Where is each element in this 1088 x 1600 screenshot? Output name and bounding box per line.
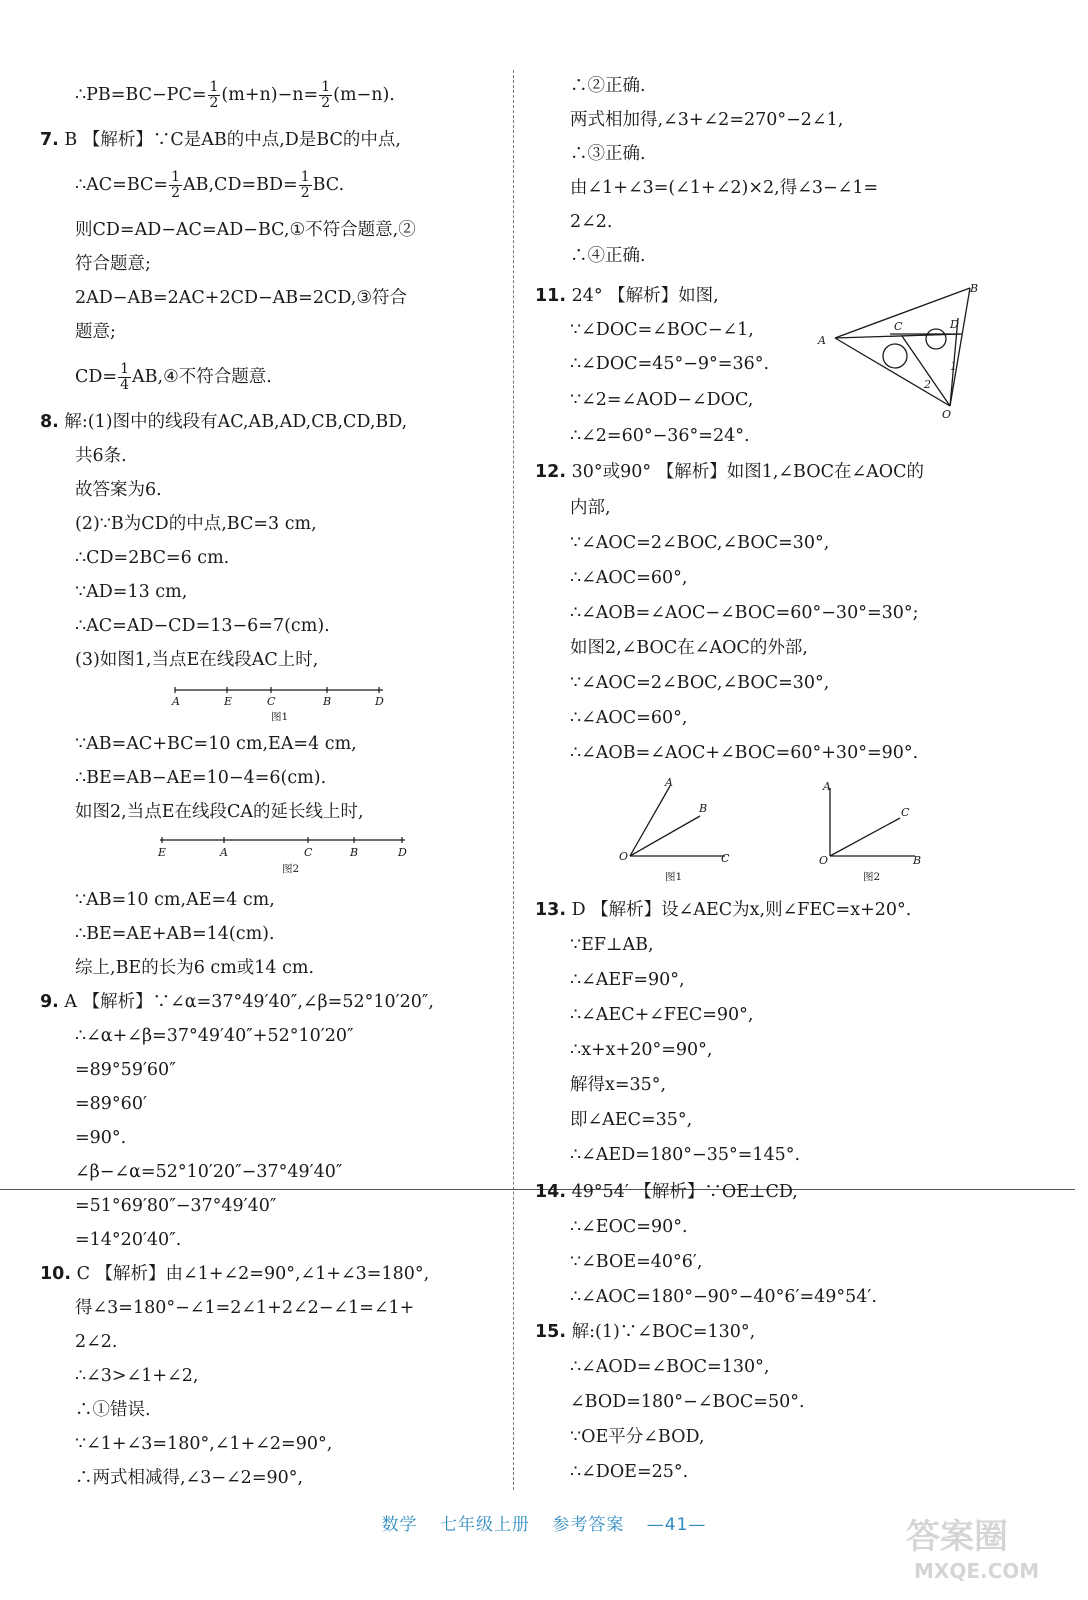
answer-line: ∵∠DOC=∠BOC−∠1, (570, 320, 754, 340)
answer-line: (3)如图1,当点E在线段AC上时, (75, 650, 319, 670)
point-label: C (894, 320, 903, 333)
answer-line: ∴∠3>∠1+∠2, (75, 1366, 199, 1386)
point-label: O (619, 850, 629, 863)
answer-line: 两式相加得,∠3+∠2=270°−2∠1, (570, 110, 844, 130)
answer-line: =89°59′60″ (75, 1060, 176, 1080)
answer-line: 如图2,当点E在线段CA的延长线上时, (75, 802, 364, 822)
figure-caption: 图2 (282, 863, 300, 875)
question-12: 12. 30°或90° 【解析】如图1,∠BOC在∠AOC的 (535, 462, 925, 482)
answer-line: ∴BE=AB−AE=10−4=6(cm). (75, 768, 327, 788)
point-label: B (350, 846, 359, 859)
answer-line: ∴∠AOD=∠BOC=130°, (570, 1357, 770, 1377)
point-label: E (224, 695, 233, 708)
figure-1-segment (165, 682, 395, 728)
column-divider (513, 70, 514, 1490)
figure-caption: 图2 (863, 871, 881, 883)
answer-line: ∵AD=13 cm, (75, 582, 188, 602)
answer-line: ∴∠DOC=45°−9°=36°. (570, 354, 770, 374)
answer-line: 解得x=35°, (570, 1075, 667, 1095)
answer-line: ∵∠BOE=40°6′, (570, 1252, 703, 1272)
figure-caption: 图1 (271, 711, 289, 723)
answer-line: 2AD−AB=2AC+2CD−AB=2CD,③符合 (75, 288, 408, 308)
point-label: B (970, 282, 979, 295)
answer-line: ∴∠AOC=60°, (570, 568, 688, 588)
answer-line: ∴∠AOB=∠AOC−∠BOC=60°−30°=30°; (570, 603, 919, 623)
answer-line: ∠β−∠α=52°10′20″−37°49′40″ (75, 1162, 343, 1182)
footer-subject: 数学 (381, 1515, 418, 1535)
question-7: 7. B 【解析】∵C是AB的中点,D是BC的中点, (40, 130, 401, 150)
angle-label: 2 (924, 378, 931, 391)
q12-figure-1 (615, 776, 745, 890)
q11-triangle-figure (810, 278, 990, 427)
answer-line: 即∠AEC=35°, (570, 1110, 693, 1130)
point-label: B (699, 802, 708, 815)
answer-line: ∴AC=BC= $\frac{1}{2}$ AB,CD=BD= $\frac{1}{2}$ BC. (75, 169, 345, 201)
answer-line: 得∠3=180°−∠1=2∠1+2∠2−∠1=∠1+ (75, 1298, 415, 1318)
question-11: 11. 24° 【解析】如图, (535, 286, 719, 306)
point-label: O (819, 854, 829, 867)
answer-line: 由∠1+∠3=(∠1+∠2)×2,得∠3−∠1= (570, 178, 879, 198)
point-label: C (901, 806, 910, 819)
answer-line: 题意; (75, 322, 116, 342)
answer-line: ∴③正确. (570, 144, 646, 164)
answer-line: =90°. (75, 1128, 127, 1148)
answer-line: ∵EF⊥AB, (570, 935, 654, 955)
point-label: C (267, 695, 276, 708)
footer-section: 参考答案 (552, 1515, 625, 1535)
answer-line: CD= $\frac{1}{4}$ AB,④不符合题意. (75, 361, 272, 393)
point-label: A (818, 334, 826, 347)
answer-line: ∴CD=2BC=6 cm. (75, 548, 230, 568)
answer-line: ∴∠α+∠β=37°49′40″+52°10′20″ (75, 1026, 354, 1046)
answer-line: ∴AC=AD−CD=13−6=7(cm). (75, 616, 330, 636)
answer-line: ∴∠2=60°−36°=24°. (570, 426, 750, 446)
answer-line: ∴④正确. (570, 246, 646, 266)
question-8: 8. 解:(1)图中的线段有AC,AB,AD,CB,CD,BD, (40, 412, 408, 432)
answer-line: ∴两式相减得,∠3−∠2=90°, (75, 1468, 304, 1488)
angle-label: 1 (950, 360, 957, 373)
footer-grade: 七年级上册 (439, 1515, 530, 1535)
answer-line: 内部, (570, 498, 611, 518)
answer-line: 则CD=AD−AC=AD−BC,①不符合题意,② (75, 220, 416, 240)
answer-line: ∵AB=10 cm,AE=4 cm, (75, 890, 275, 910)
point-label: D (398, 846, 407, 859)
page-number: —41— (646, 1515, 707, 1535)
point-label: D (950, 318, 959, 331)
point-label: E (158, 846, 167, 859)
point-label: A (172, 695, 180, 708)
answer-line: ∵OE平分∠BOD, (570, 1427, 705, 1447)
point-label: C (304, 846, 313, 859)
answer-line: 2∠2. (570, 212, 613, 232)
answer-line: ∵∠AOC=2∠BOC,∠BOC=30°, (570, 673, 830, 693)
answer-line: ∵∠1+∠3=180°,∠1+∠2=90°, (75, 1434, 333, 1454)
answer-line: ∠BOD=180°−∠BOC=50°. (570, 1392, 805, 1412)
answer-line: ∴BE=AE+AB=14(cm). (75, 924, 275, 944)
answer-line: ∵∠AOC=2∠BOC,∠BOC=30°, (570, 533, 830, 553)
point-label: O (942, 408, 952, 421)
fraction: $\frac{1}{2}$ (171, 169, 180, 201)
answer-line: 如图2,∠BOC在∠AOC的外部, (570, 638, 808, 658)
question-9: 9. A 【解析】∵∠α=37°49′40″,∠β=52°10′20″, (40, 992, 434, 1012)
point-label: B (323, 695, 332, 708)
answer-line: ∴∠AEC+∠FEC=90°, (570, 1005, 754, 1025)
answer-line: ∴x+x+20°=90°, (570, 1040, 713, 1060)
answer-line: ∴∠AEF=90°, (570, 970, 685, 990)
point-label: A (220, 846, 228, 859)
svg-text:答案圈: 答案圈 (906, 1517, 1008, 1557)
fraction: $\frac{1}{2}$ (209, 79, 219, 111)
answer-line: 综上,BE的长为6 cm或14 cm. (75, 958, 315, 978)
point-label: A (665, 776, 673, 789)
answer-line: =14°20′40″. (75, 1230, 182, 1250)
answer-line: ∴∠AOB=∠AOC+∠BOC=60°+30°=90°. (570, 743, 919, 763)
answer-line: 符合题意; (75, 254, 151, 274)
question-14: 14. 49°54′ 【解析】∵OE⊥CD, (535, 1182, 798, 1202)
answer-line: ∵AB=AC+BC=10 cm,EA=4 cm, (75, 734, 357, 754)
fraction: $\frac{1}{4}$ (120, 361, 130, 393)
question-13: 13. D 【解析】设∠AEC为x,则∠FEC=x+20°. (535, 900, 912, 920)
answer-line: ∴②正确. (570, 76, 646, 96)
answer-line: =89°60′ (75, 1094, 147, 1114)
answer-line: ∴∠AOC=60°, (570, 708, 688, 728)
point-label: B (913, 854, 922, 867)
answer-line: ∴∠EOC=90°. (570, 1217, 688, 1237)
answer-line: 共6条. (75, 446, 127, 466)
point-label: A (823, 780, 831, 793)
answer-line: ∴①错误. (75, 1400, 151, 1420)
answer-line: ∴∠AOC=180°−90°−40°6′=49°54′. (570, 1287, 877, 1307)
answer-line: 2∠2. (75, 1332, 118, 1352)
answer-line: ∵∠2=∠AOD−∠DOC, (570, 390, 754, 410)
fraction: $\frac{1}{2}$ (300, 169, 310, 201)
answer-line: (2)∵B为CD的中点,BC=3 cm, (75, 514, 317, 534)
figure-caption: 图1 (665, 871, 683, 883)
svg-text:MXQE.COM: MXQE.COM (914, 1559, 1040, 1583)
q12-figure-2 (815, 776, 935, 890)
question-15: 15. 解:(1)∵∠BOC=130°, (535, 1322, 756, 1342)
point-label: D (375, 695, 384, 708)
figure-2-segment (150, 832, 420, 882)
answer-line: ∴∠AED=180°−35°=145°. (570, 1145, 801, 1165)
question-10: 10. C 【解析】由∠1+∠2=90°,∠1+∠3=180°, (40, 1264, 430, 1284)
fraction: $\frac{1}{2}$ (321, 79, 331, 111)
answer-line: ∴∠DOE=25°. (570, 1462, 689, 1482)
watermark-logo (900, 1506, 1070, 1586)
answer-line: ∴PB=BC−PC= $\frac{1}{2}$ (m+n)−n= $\frac{1}{2}$ (m−n). (75, 79, 395, 111)
answer-line: 故答案为6. (75, 480, 162, 500)
point-label: C (721, 852, 730, 865)
answer-line: =51°69′80″−37°49′40″ (75, 1196, 277, 1216)
